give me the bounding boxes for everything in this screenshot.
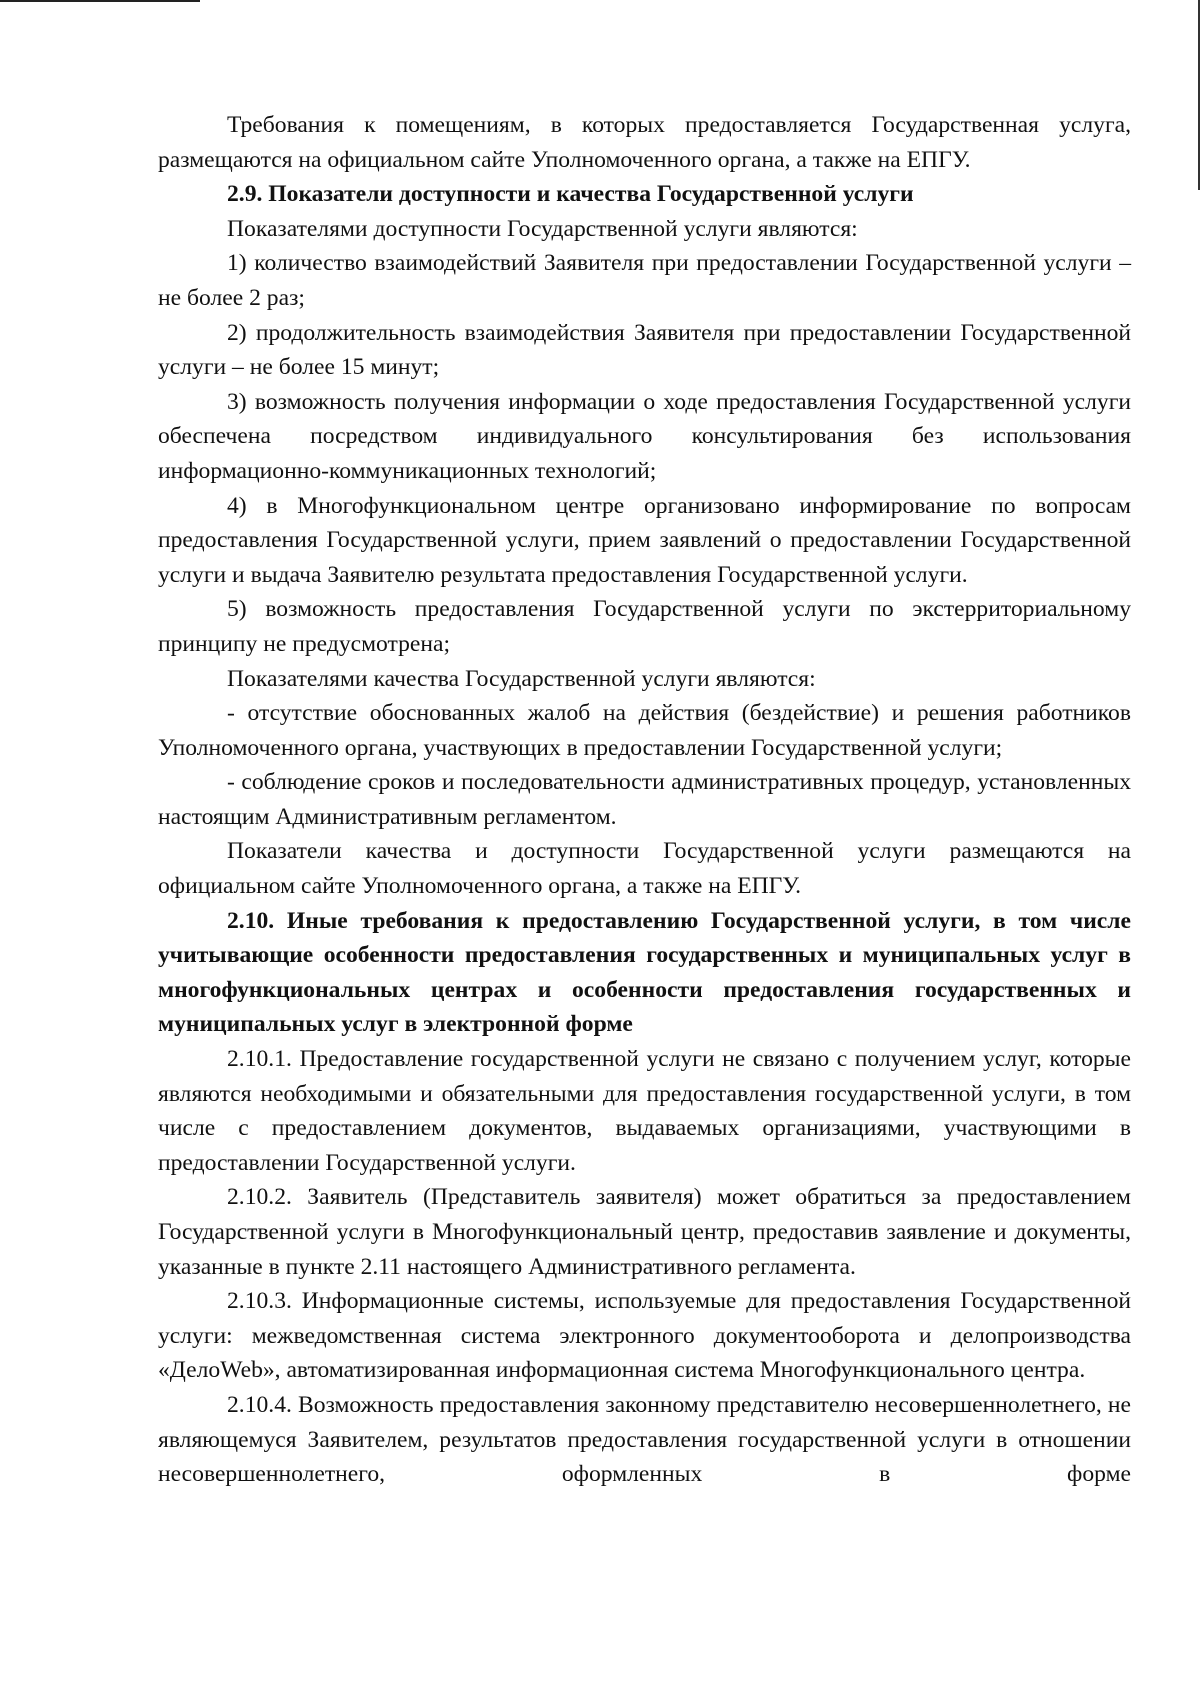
list-item-4: 4) в Многофункциональном центре организовано информирование по вопросам предоставления Государственной услуги, прием заявлений о предоставлении Государственной услуги и выдача Заявителю результата предоставления Государственной услуги. bbox=[158, 492, 1131, 588]
section-heading-2-10: 2.10. Иные требования к предоставлению Государственной услуги, в том числе учитывающие особенности предоставления государственных и муниципальных услуг в многофункциональных центрах и особенности предоставления государственных и муниципальных услуг в электронной форме bbox=[158, 907, 1131, 1038]
paragraph-premises-requirements: Требования к помещениям, в которых предоставляется Государственная услуга, размещаются на официальном сайте Уполномоченного органа, а также на ЕПГУ. bbox=[158, 112, 1131, 173]
list-item-1: 1) количество взаимодействий Заявителя при предоставлении Государственной услуги – не более 2 раз; bbox=[158, 250, 1131, 311]
clause-2-10-1: 2.10.1. Предоставление государственной услуги не связано с получением услуг, которые являются необходимыми и обязательными для предоставления государственной услуги, в том числе с предоставлением документов, выдаваемых организациями, участвующими в предоставлении Государственной услуги. bbox=[158, 1046, 1131, 1176]
dash-item-deadlines: - соблюдение сроков и последовательности административных процедур, установленных настоящим Административным регламентом. bbox=[158, 769, 1131, 830]
clause-2-10-4: 2.10.4. Возможность предоставления законному представителю несовершеннолетнего, не являющемуся Заявителем, результатов предоставления государственной услуги в отношении несовершеннолетнего, оформленных в форме bbox=[158, 1391, 1131, 1488]
document-body bbox=[158, 108, 1131, 1492]
list-item-5: 5) возможность предоставления Государственной услуги по экстерриториальному принципу не предусмотрена; bbox=[158, 596, 1131, 657]
list-item-2: 2) продолжительность взаимодействия Заявителя при предоставлении Государственной услуги – не более 15 минут; bbox=[158, 319, 1131, 381]
paragraph-accessibility-intro: Показателями доступности Государственной услуги являются: bbox=[227, 215, 858, 242]
clause-2-10-2: 2.10.2. Заявитель (Представитель заявителя) может обратиться за предоставлением Государственной услуги в Многофункциональный центр, предоставив заявление и документы, указанные в пункте 2.11 настоящего Административного регламента. bbox=[158, 1184, 1131, 1280]
dash-item-complaints: - отсутствие обоснованных жалоб на действия (бездействие) и решения работников Уполномоченного органа, участвующих в предоставлении Государственной услуги; bbox=[158, 700, 1131, 761]
paragraph-quality-intro: Показателями качества Государственной услуги являются: bbox=[227, 665, 816, 692]
paragraph-indicators-published: Показатели качества и доступности Государственной услуги размещаются на официальном сайте Уполномоченного органа, а также на ЕПГУ. bbox=[158, 838, 1131, 900]
scan-edge-top bbox=[0, 0, 200, 2]
section-heading-2-9: 2.9. Показатели доступности и качества Государственной услуги bbox=[227, 181, 914, 208]
list-item-3: 3) возможность получения информации о ходе предоставления Государственной услуги обеспечена посредством индивидуального консультирования без использования информационно-коммуникационных технологий; bbox=[158, 388, 1131, 484]
clause-2-10-3: 2.10.3. Информационные системы, используемые для предоставления Государственной услуги: межведомственная система электронного документооборота и делопроизводства «ДелоWeb», автоматизированная информационная система Многофункционального центра. bbox=[158, 1288, 1131, 1384]
